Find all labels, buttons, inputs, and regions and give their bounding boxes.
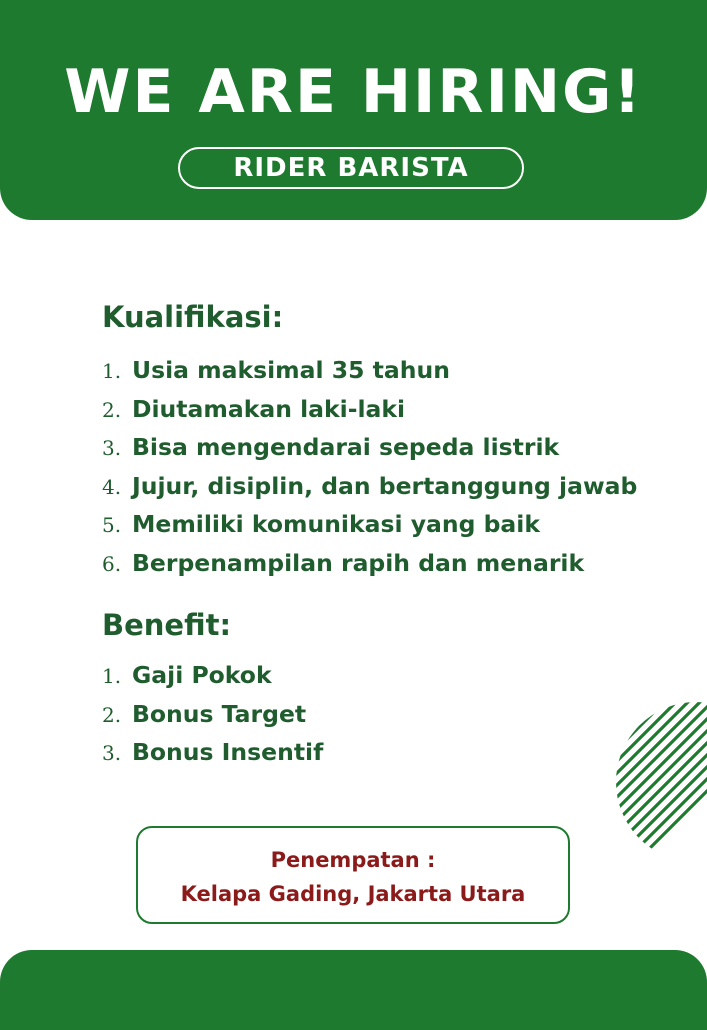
item-text: Jujur, disiplin, dan bertanggung jawab: [132, 471, 638, 500]
list-item: [102, 467, 637, 506]
list-item: [102, 544, 637, 583]
headline: WE ARE HIRING!: [64, 57, 643, 127]
striped-circle-decoration: [616, 702, 707, 862]
item-text: Usia maksimal 35 tahun: [132, 356, 450, 384]
item-text: Bonus Insentif: [132, 738, 324, 766]
item-text: Gaji Pokok: [132, 661, 272, 689]
placement-label: Penempatan :: [270, 848, 436, 872]
list-item: [102, 733, 323, 772]
list-item: [102, 351, 637, 390]
item-number: 3.: [102, 741, 122, 765]
item-number: 4.: [102, 474, 122, 499]
list-item: [102, 656, 323, 695]
benefits-title: Benefit:: [102, 608, 232, 642]
qualifications-title: Kualifikasi:: [102, 300, 284, 334]
item-number: 1.: [102, 359, 122, 383]
list-item: [102, 505, 637, 544]
list-item: [102, 390, 637, 429]
item-text: Bonus Target: [132, 699, 307, 728]
item-number: 1.: [102, 664, 122, 688]
header-banner: [0, 0, 707, 220]
item-number: 2.: [102, 397, 122, 422]
item-text: Bisa mengendarai sepeda listrik: [132, 433, 560, 461]
item-number: 5.: [102, 513, 122, 537]
item-text: Diutamakan laki-laki: [132, 394, 406, 423]
item-number: 3.: [102, 436, 122, 460]
item-number: 6.: [102, 551, 122, 576]
list-item: [102, 695, 323, 734]
list-item: [102, 428, 637, 467]
benefits-list: [102, 656, 323, 772]
placement-box: [136, 826, 570, 924]
qualifications-list: [102, 351, 637, 582]
item-text: Berpenampilan rapih dan menarik: [132, 548, 585, 577]
item-number: 2.: [102, 702, 122, 727]
footer-banner: [0, 950, 707, 1030]
placement-location: Kelapa Gading, Jakarta Utara: [180, 882, 526, 906]
item-text: Memiliki komunikasi yang baik: [132, 510, 540, 538]
job-role-badge: RIDER BARISTA: [178, 147, 524, 189]
